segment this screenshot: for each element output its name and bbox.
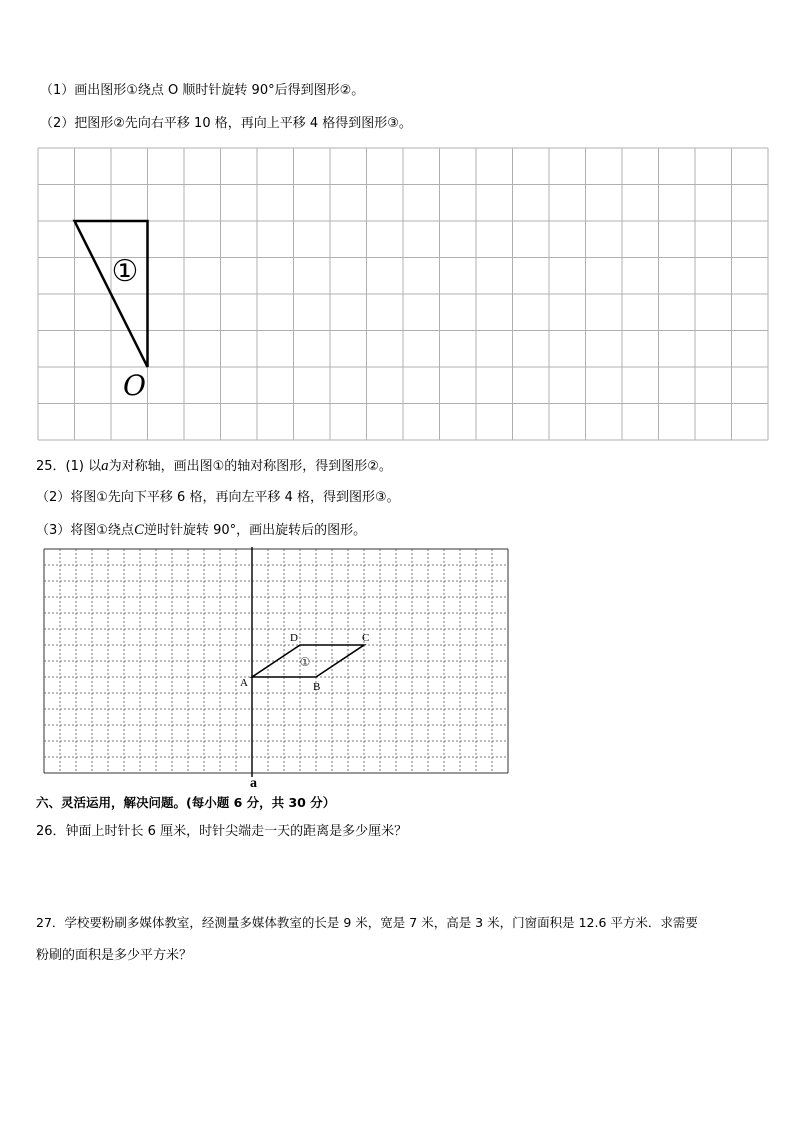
vertex-a-label: A	[240, 677, 248, 689]
q25-part1-prefix: 25．(1) 以	[36, 459, 102, 474]
q25-part3-prefix: （3）将图①绕点	[36, 523, 134, 538]
vertex-c-label: C	[362, 632, 370, 644]
axis-symbol: a	[101, 458, 109, 474]
q25-part1	[36, 458, 392, 475]
parallelogram-label: ①	[299, 655, 311, 669]
vertex-b-label: B	[313, 681, 321, 693]
q27-line2: 粉刷的面积是多少平方米？	[36, 948, 193, 963]
shape-label-1: ①	[111, 254, 139, 289]
axis-a-label: a	[250, 776, 257, 791]
point-o-label: O	[123, 369, 146, 402]
q25-part3	[36, 522, 366, 539]
vertex-d-label: D	[290, 632, 298, 644]
q25-part1-suffix: 为对称轴，画出图①的轴对称图形，得到图形②。	[108, 459, 392, 474]
q25-part3-suffix: 逆时针旋转 90°，画出旋转后的图形。	[143, 523, 367, 538]
q26-text: 26．钟面上时针长 6 厘米，时针尖端走一天的距离是多少厘米？	[36, 824, 408, 839]
point-c-symbol: C	[133, 522, 144, 538]
q24-part2: （2）把图形②先向右平移 10 格，再向上平移 4 格得到图形③。	[40, 116, 412, 131]
q27-line1: 27．学校要粉刷多媒体教室，经测量多媒体教室的长是 9 米，宽是 7 米，高是 3 米，门窗面积是 12.6 平方米．求需要	[36, 915, 698, 930]
q24-part1: （1）画出图形①绕点 O 顺时针旋转 90°后得到图形②。	[40, 83, 365, 98]
section-6-heading: 六、灵活运用，解决问题。(每小题 6 分，共 30 分）	[36, 795, 336, 810]
q25-part2: （2）将图①先向下平移 6 格，再向左平移 4 格，得到图形③。	[36, 490, 400, 505]
